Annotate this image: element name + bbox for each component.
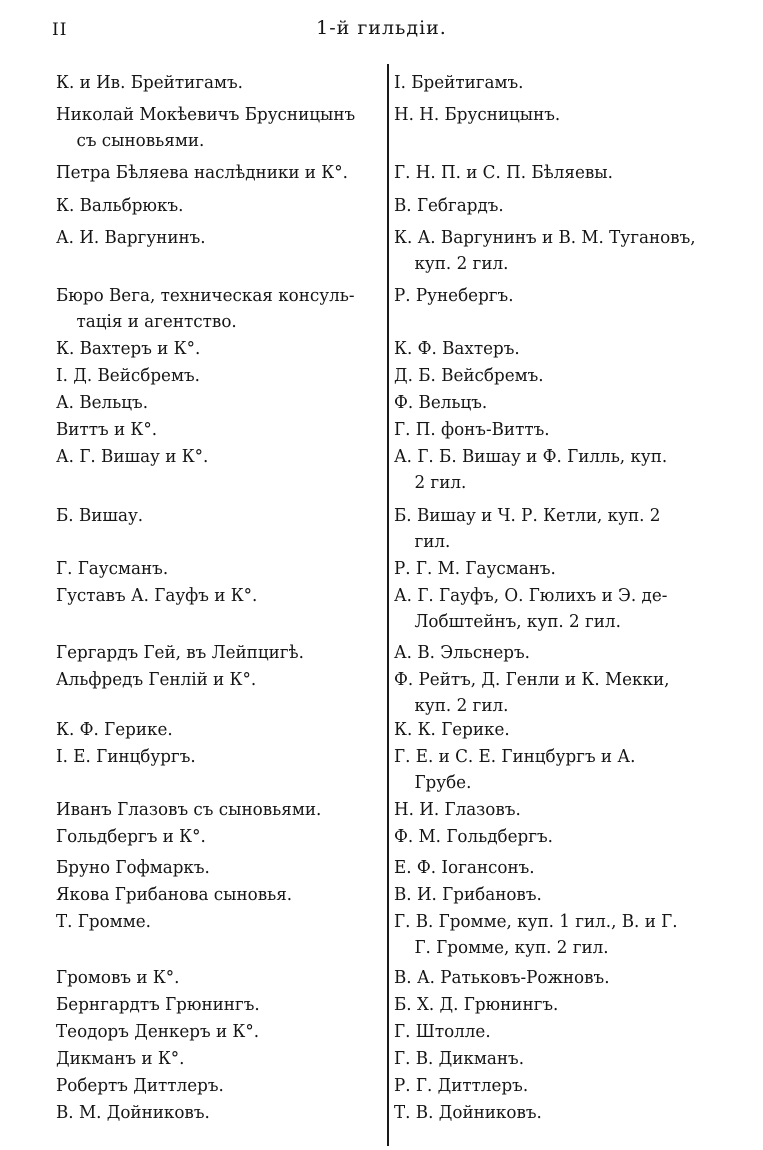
owner-names <box>394 1019 718 1045</box>
owner-names-line: В. Гебгардъ. <box>394 195 504 216</box>
owner-names <box>394 797 718 823</box>
firm-name <box>56 160 377 186</box>
firm-name <box>56 992 377 1018</box>
firm-name <box>56 363 377 389</box>
firm-name <box>56 1019 377 1045</box>
firm-name-line: Бернгардтъ Грюнингъ. <box>56 994 260 1015</box>
owner-names-line: А. В. Эльснеръ. <box>394 642 530 663</box>
owner-names-line: Г. Е. и С. Е. Гинцбургъ и А. <box>394 746 636 767</box>
owner-names <box>394 390 718 416</box>
owner-names-line: К. А. Варгунинъ и В. М. Тугановъ, <box>394 227 696 248</box>
owner-names <box>394 556 718 582</box>
owner-names <box>394 193 718 219</box>
firm-name <box>56 70 377 96</box>
firm-name-line: Бруно Гофмаркъ. <box>56 857 210 878</box>
page-number: II <box>52 20 68 40</box>
firm-name <box>56 824 377 850</box>
firm-name-line: К. Вахтеръ и К°. <box>56 338 201 359</box>
firm-name-line: Робертъ Диттлеръ. <box>56 1075 224 1096</box>
firm-name <box>56 1046 377 1072</box>
running-title: 1-й гильдiи. <box>316 17 447 39</box>
owner-names-line: Г. Штолле. <box>394 1021 491 1042</box>
firm-name-line: Т. Громме. <box>56 911 151 932</box>
firm-name-line: I. Е. Гинцбургъ. <box>56 746 196 767</box>
owner-names <box>394 640 718 666</box>
firm-name <box>56 583 377 609</box>
firm-name <box>56 503 377 529</box>
owner-names <box>394 1100 718 1126</box>
firm-name-line: Бюро Вега, техническая консуль- <box>56 285 355 306</box>
owner-names <box>394 444 718 496</box>
owner-names-line: Д. Б. Вейсбремъ. <box>394 365 544 386</box>
owner-names-line: А. Г. Б. Вишау и Ф. Гилль, куп. <box>394 446 668 467</box>
owner-names-line: В. И. Грибановъ. <box>394 884 542 905</box>
owner-names <box>394 1073 718 1099</box>
owner-names-line: Т. В. Дойниковъ. <box>394 1102 542 1123</box>
firm-name-line: Громовъ и К°. <box>56 967 180 988</box>
firm-name-line: тацiя и агентство. <box>76 311 237 332</box>
owner-names <box>394 1046 718 1072</box>
owner-names-line: куп. 2 гил. <box>414 695 509 716</box>
owner-names <box>394 417 718 443</box>
firm-name-line: Альфредъ Генлiй и К°. <box>56 669 257 690</box>
firm-name-line: В. М. Дойниковъ. <box>56 1102 210 1123</box>
owner-names-line: А. Г. Гауфъ, О. Гюлихъ и Э. де- <box>394 585 668 606</box>
firm-name <box>56 444 377 470</box>
owner-names <box>394 965 718 991</box>
firm-name <box>56 667 377 693</box>
firm-name-line: Виттъ и К°. <box>56 419 158 440</box>
owner-names <box>394 283 718 309</box>
owner-names-line: Грубе. <box>414 772 472 793</box>
owner-names <box>394 855 718 881</box>
firm-name-line: Якова Грибанова сыновья. <box>56 884 293 905</box>
owner-names-line: Ф. Рейтъ, Д. Генли и К. Мекки, <box>394 669 670 690</box>
firm-name-line: А. И. Варгунинъ. <box>56 227 206 248</box>
owner-names-line: Н. И. Глазовъ. <box>394 799 521 820</box>
owner-names <box>394 992 718 1018</box>
firm-name <box>56 855 377 881</box>
owner-names-line: Е. Ф. Iогансонъ. <box>394 857 535 878</box>
owner-names-line: В. А. Ратьковъ-Рожновъ. <box>394 967 610 988</box>
owner-names-line: Ф. Вельцъ. <box>394 392 488 413</box>
firm-name <box>56 556 377 582</box>
owner-names-line: Р. Г. М. Гаусманъ. <box>394 558 556 579</box>
owner-names-line: Г. В. Громме, куп. 1 гил., В. и Г. <box>394 911 678 932</box>
firm-name-line: Густавъ А. Гауфъ и К°. <box>56 585 258 606</box>
owner-names <box>394 583 718 635</box>
owner-names <box>394 336 718 362</box>
owner-names-line: Р. Г. Диттлеръ. <box>394 1075 529 1096</box>
owner-names-line: гил. <box>414 531 451 552</box>
firm-name <box>56 102 377 154</box>
owner-names-line: I. Брейтигамъ. <box>394 72 524 93</box>
firm-name-line: К. и Ив. Брейтигамъ. <box>56 72 243 93</box>
firm-name <box>56 390 377 416</box>
owner-names-line: Б. Вишау и Ч. Р. Кетли, куп. 2 <box>394 505 661 526</box>
firm-name <box>56 336 377 362</box>
owner-names <box>394 503 718 555</box>
owner-names-line: Г. П. фонъ-Виттъ. <box>394 419 550 440</box>
firm-name-line: А. Вельцъ. <box>56 392 149 413</box>
firm-name <box>56 717 377 743</box>
owner-names-line: Б. Х. Д. Грюнингъ. <box>394 994 559 1015</box>
owner-names-line: Н. Н. Брусницынъ. <box>394 104 561 125</box>
owner-names <box>394 102 718 128</box>
firm-name-line: Б. Вишау. <box>56 505 144 526</box>
owner-names <box>394 717 718 743</box>
owner-names <box>394 225 718 277</box>
firm-name-line: Дикманъ и К°. <box>56 1048 185 1069</box>
owner-names-line: Г. Громме, куп. 2 гил. <box>414 937 609 958</box>
firm-name <box>56 417 377 443</box>
owner-names-line: Ф. М. Гольдбергъ. <box>394 826 553 847</box>
owner-names <box>394 363 718 389</box>
owner-names-line: Р. Рунебергъ. <box>394 285 514 306</box>
firm-name <box>56 1073 377 1099</box>
firm-name-line: К. Ф. Герике. <box>56 719 173 740</box>
firm-name <box>56 283 377 335</box>
firm-name <box>56 882 377 908</box>
firm-name <box>56 797 377 823</box>
firm-name-line: Г. Гаусманъ. <box>56 558 169 579</box>
firm-name <box>56 744 377 770</box>
firm-name-line: съ сыновьями. <box>76 130 205 151</box>
owner-names <box>394 667 718 719</box>
firm-name-line: Гольдбергъ и К°. <box>56 826 206 847</box>
firm-name <box>56 193 377 219</box>
owner-names <box>394 882 718 908</box>
owner-names-line: Г. Н. П. и С. П. Бѣляевы. <box>394 162 613 183</box>
owner-names-line: Лобштейнъ, куп. 2 гил. <box>414 611 621 632</box>
owner-names <box>394 824 718 850</box>
owner-names <box>394 70 718 96</box>
firm-name <box>56 965 377 991</box>
owner-names-line: 2 гил. <box>414 472 467 493</box>
firm-name-line: Петра Бѣляева наслѣдники и К°. <box>56 162 348 183</box>
firm-name-line: Теодоръ Денкеръ и К°. <box>56 1021 260 1042</box>
firm-name-line: Николай Мокѣевичъ Брусницынъ <box>56 104 356 125</box>
firm-name <box>56 1100 377 1126</box>
firm-name-line: I. Д. Вейсбремъ. <box>56 365 200 386</box>
firm-name-line: К. Вальбрюкъ. <box>56 195 184 216</box>
firm-name-line: А. Г. Вишау и К°. <box>56 446 209 467</box>
firm-name <box>56 640 377 666</box>
firm-name-line: Иванъ Глазовъ съ сыновьями. <box>56 799 322 820</box>
owner-names-line: куп. 2 гил. <box>414 253 509 274</box>
owner-names-line: К. Ф. Вахтеръ. <box>394 338 520 359</box>
firm-name <box>56 909 377 935</box>
owner-names-line: Г. В. Дикманъ. <box>394 1048 525 1069</box>
owner-names <box>394 744 718 796</box>
firm-name-line: Гергардъ Гей, въ Лейпцигѣ. <box>56 642 304 663</box>
owner-names <box>394 160 718 186</box>
owner-names-line: К. К. Герике. <box>394 719 510 740</box>
firm-name <box>56 225 377 251</box>
owner-names <box>394 909 718 961</box>
